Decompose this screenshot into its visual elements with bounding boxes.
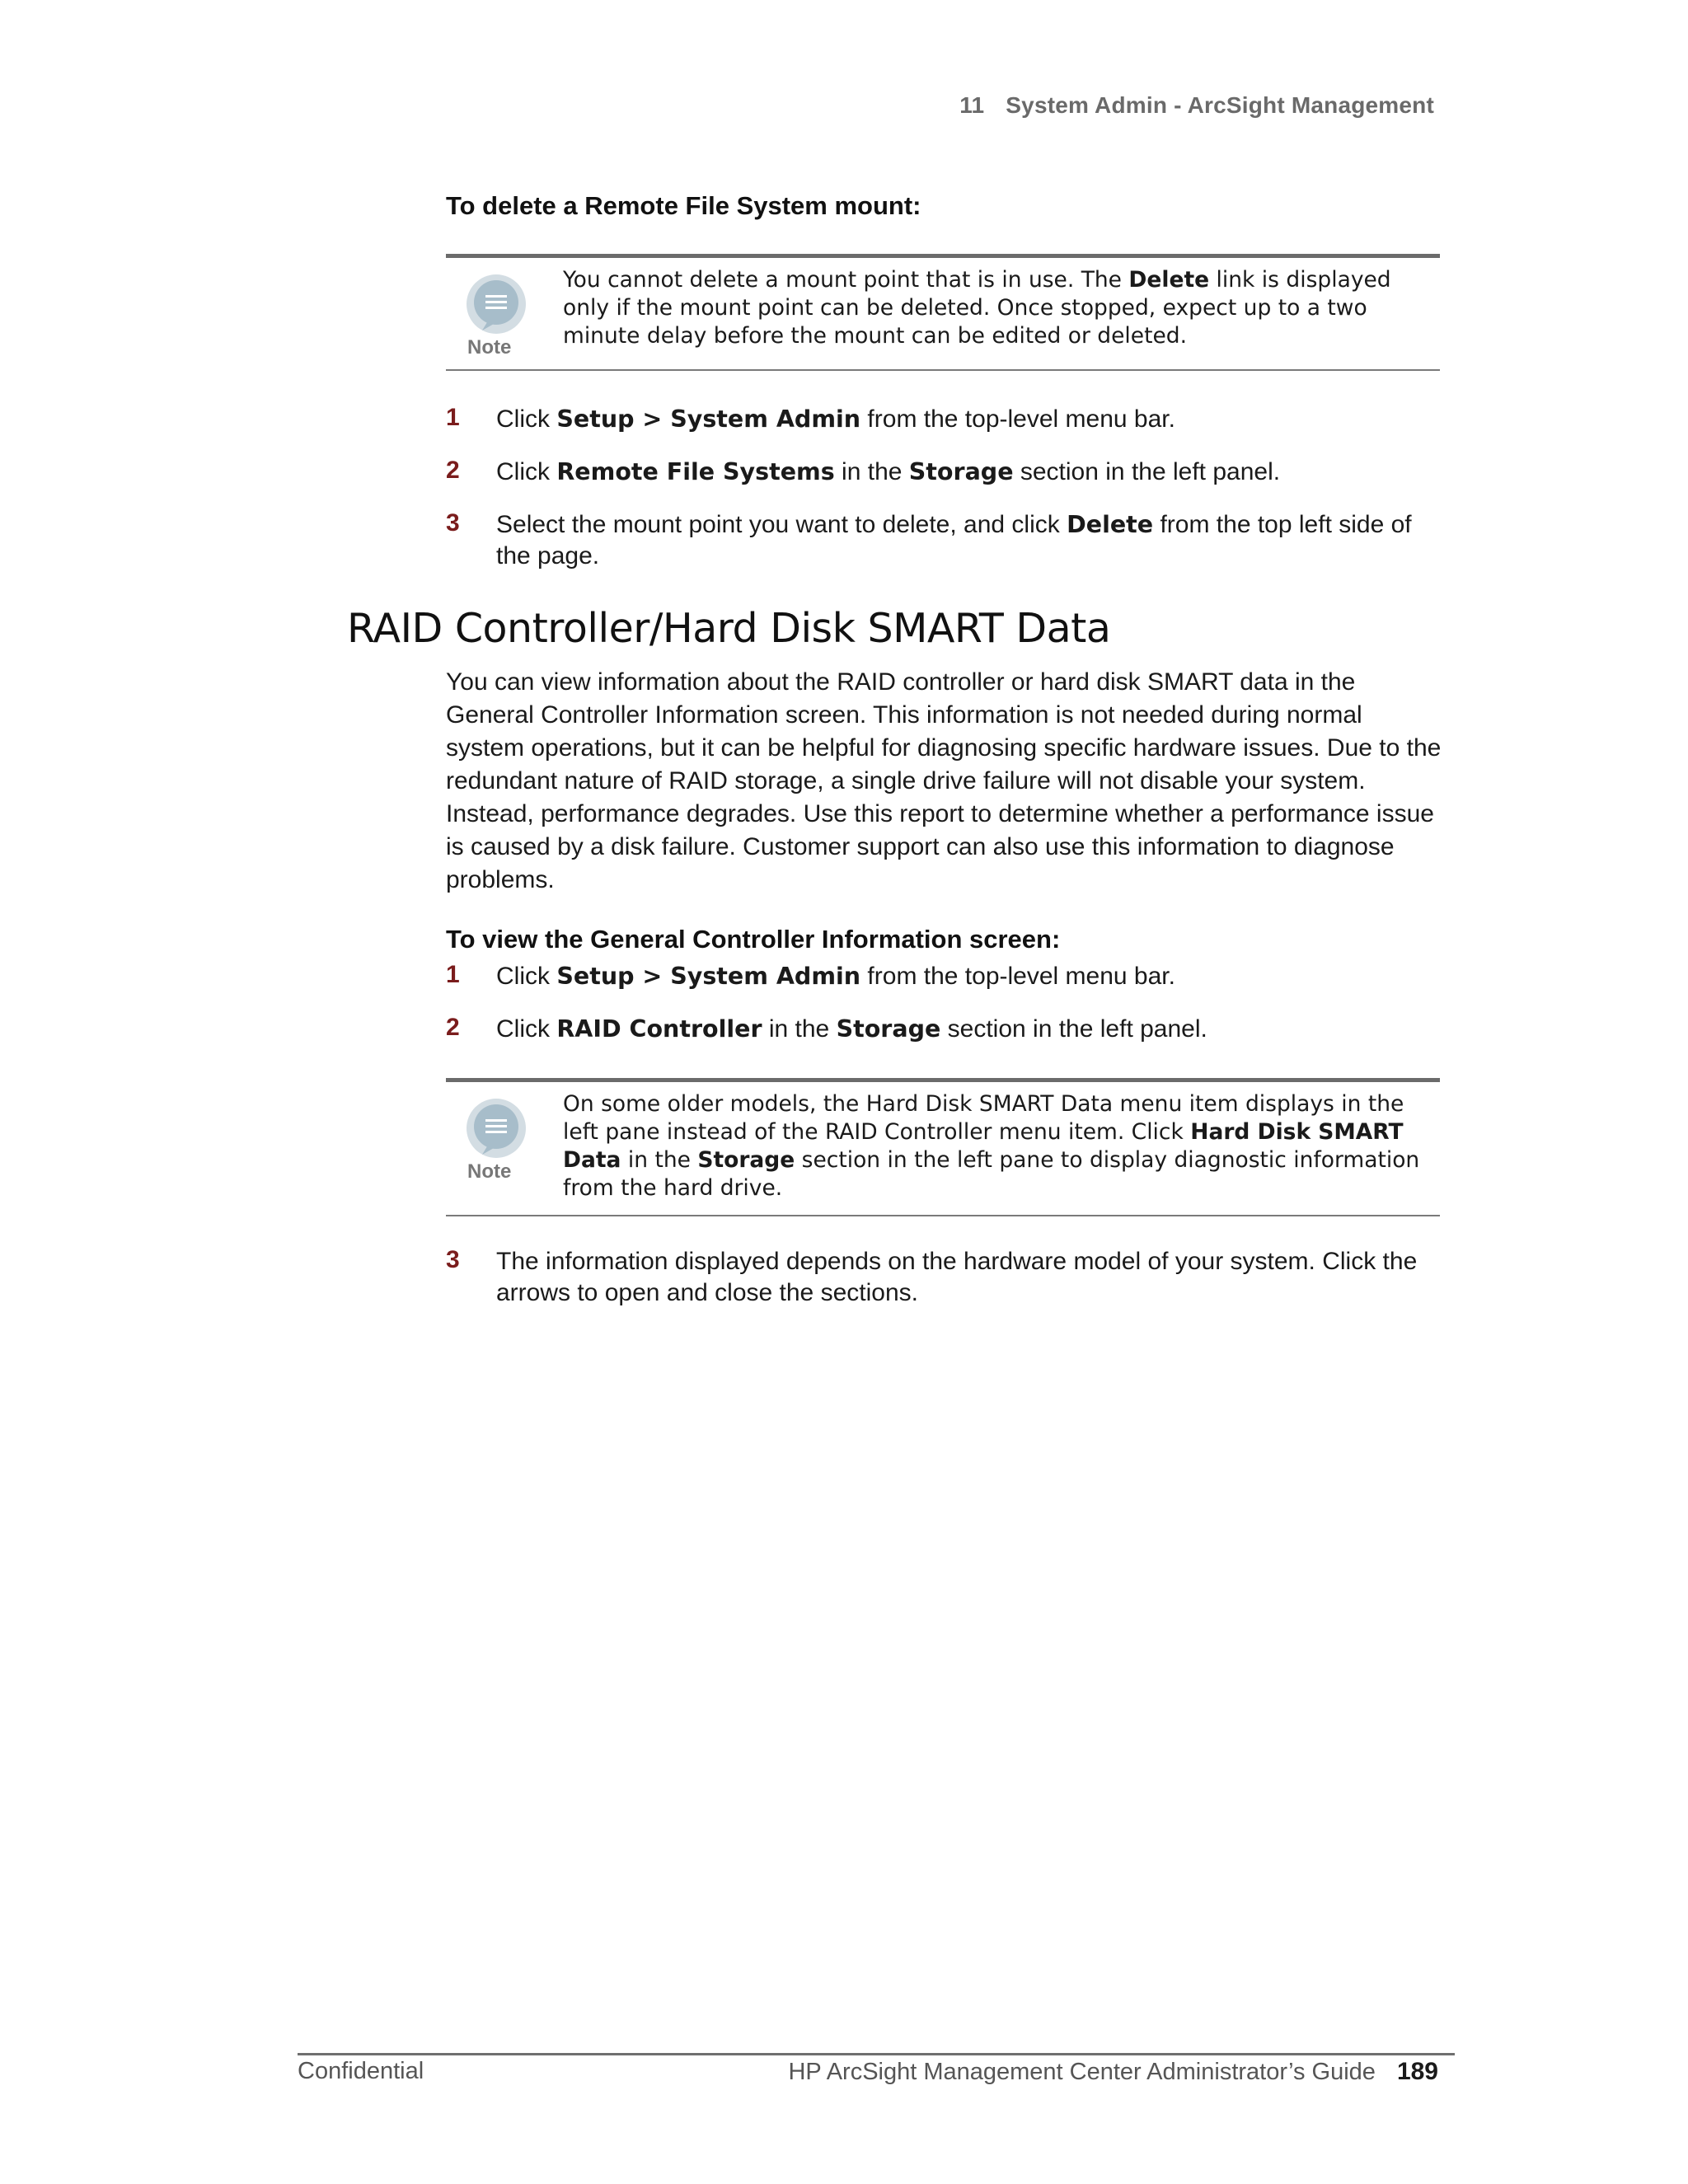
step-number: 3 — [446, 509, 460, 537]
note-icon-label: Note — [467, 336, 512, 359]
footer-rule — [298, 2053, 1455, 2055]
running-header — [959, 92, 1434, 119]
note-box-delete — [446, 254, 1440, 371]
step-text: Click Setup > System Admin from the top-level menu bar. — [496, 405, 1175, 433]
raid-intro-paragraph: You can view information about the RAID controller or hard disk SMART data in the General Controller Information screen. This information is not needed during normal system operations, but it can be helpful for diagnosing specific hardware issues. Due to the redundant nature of RAID storage, a single drive failure will not disable your system. Instead, performance degrades. Use this report to determine whether a performance issue is caused by a disk failure. Customer support can also use this information to diagnose problems. — [446, 668, 1442, 893]
step-number: 1 — [446, 404, 460, 431]
footer-guide-title — [788, 2058, 1438, 2086]
step-text: Click Setup > System Admin from the top-level menu bar. — [496, 963, 1175, 990]
chapter-title: System Admin - ArcSight Management — [1006, 92, 1434, 118]
footer-confidential: Confidential — [298, 2058, 424, 2084]
note-text: You cannot delete a mount point that is in use. The Delete link is displayed only if the mount point can be deleted. Once stopped, expect up to a two minute delay before the mount can be edited or deleted. — [563, 267, 1391, 349]
step-number: 1 — [446, 961, 460, 988]
step-text: The information displayed depends on the hardware model of your system. Click the arrows to open and close the sections. — [496, 1248, 1418, 1306]
procedure-heading-view-controller: To view the General Controller Information screen: — [446, 925, 1061, 954]
step-number: 2 — [446, 1014, 460, 1041]
step-3-delete — [446, 509, 1443, 575]
section-title-raid: RAID Controller/Hard Disk SMART Data — [347, 605, 1111, 652]
step-text: Click Remote File Systems in the Storage section in the left panel. — [496, 458, 1281, 485]
step-2-delete — [446, 457, 1443, 490]
chapter-number: 11 — [959, 92, 985, 118]
page-number: 189 — [1396, 2058, 1438, 2085]
step-2-raid — [446, 1014, 1443, 1047]
note-icon-label: Note — [467, 1160, 512, 1183]
procedure-heading-delete-mount: To delete a Remote File System mount: — [446, 191, 921, 220]
note-text: On some older models, the Hard Disk SMART Data menu item displays in the left pane instead of the RAID Controller menu item. Click Hard Disk SMART Data in the Storage section in the left pane to display diagnostic information from the hard drive. — [563, 1091, 1420, 1201]
step-number: 3 — [446, 1246, 460, 1273]
step-3-raid — [446, 1246, 1443, 1312]
step-number: 2 — [446, 457, 460, 484]
step-text: Select the mount point you want to delete, and click Delete from the top left side of the page. — [496, 511, 1412, 569]
guide-title: HP ArcSight Management Center Administrator’s Guide — [788, 2059, 1376, 2085]
step-text: Click RAID Controller in the Storage section in the left panel. — [496, 1015, 1207, 1043]
note-box-raid — [446, 1078, 1440, 1216]
step-1-raid — [446, 961, 1443, 994]
step-1-delete — [446, 404, 1443, 437]
